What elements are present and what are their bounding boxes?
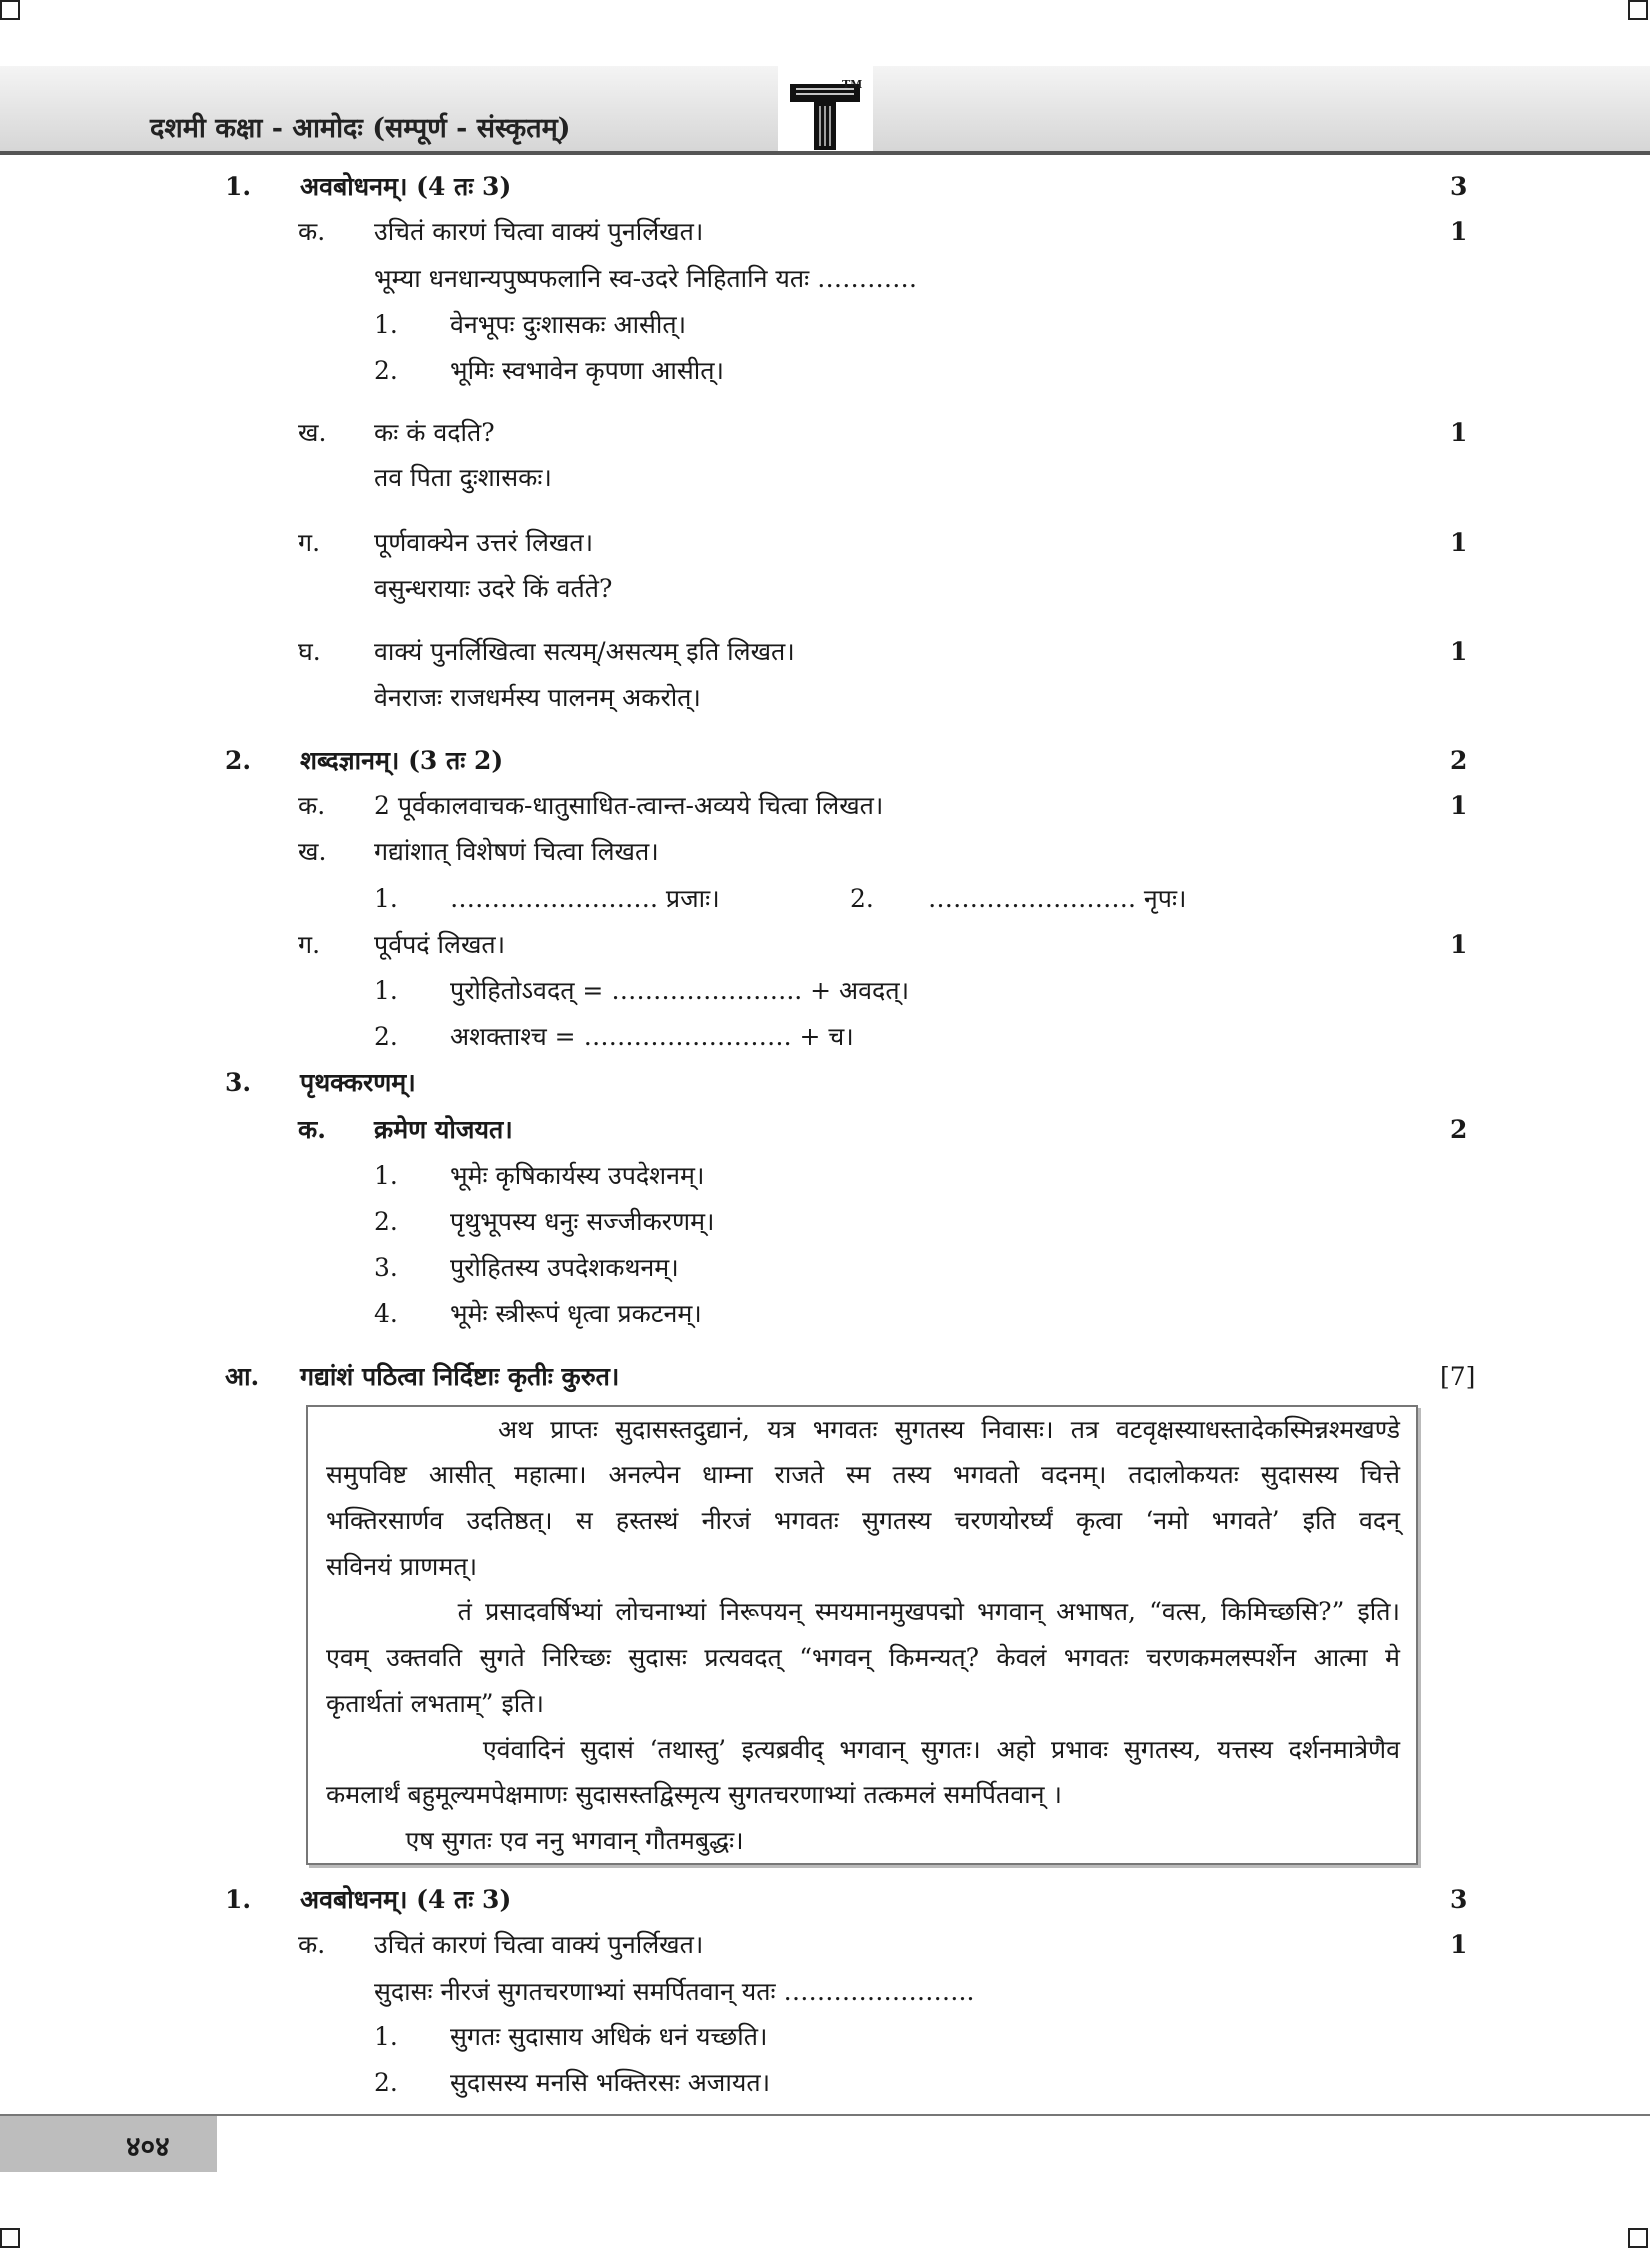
text-line: क. — [298, 1115, 326, 1144]
text-line: गद्यांशं पठित्वा निर्दिष्टाः कृतीः कुरुत। — [300, 1362, 620, 1391]
marks-value: 2 — [1450, 1115, 1468, 1144]
text-line: भूम्या धनधान्यपुष्पफलानि स्व-उदरे निहितानि यतः ………… — [374, 264, 918, 293]
crop-mark-bottom-left — [0, 2228, 20, 2248]
text-line: गद्यांशात् विशेषणं चित्वा लिखत। — [374, 837, 659, 866]
text-line: 2. — [374, 1207, 398, 1236]
marks-value: 3 — [1450, 1885, 1468, 1914]
text-line: अशक्ताश्च = ……………………. + च। — [450, 1022, 854, 1051]
text-line: सुगतः सुदासाय अधिकं धनं यच्छति। — [450, 2022, 768, 2051]
text-line: क. — [298, 1930, 326, 1959]
trademark-label: TM — [842, 78, 863, 91]
text-line: पूर्णवाक्येन उत्तरं लिखत। — [374, 528, 594, 557]
passage-line: कमलार्थं बहुमूल्यमपेक्षमाणः सुदासस्तद्विस्मृत्य सुगतचरणाभ्यां तत्कमलं समर्पितवान् । — [326, 1780, 1062, 1809]
crop-mark-top-right — [1628, 0, 1648, 20]
text-line: 2. — [225, 746, 252, 775]
text-line: तव पिता दुःशासकः। — [374, 463, 552, 492]
text-line: 3. — [225, 1068, 252, 1097]
text-line: सुदासस्य मनसि भक्तिरसः अजायत। — [450, 2068, 771, 2097]
passage-line: एवम् उक्तवति सुगते निरिच्छः सुदासः प्रत्यवदत् “भगवन् किमन्यत्? केवलं भगवतः चरणकमलस्पर्शेन आत्मा मे — [326, 1643, 1400, 1672]
text-line: उचितं कारणं चित्वा वाक्यं पुनर्लिखत। — [374, 1930, 704, 1959]
footer-rule — [0, 2114, 1650, 2116]
text-line: भूमेः स्त्रीरूपं धृत्वा प्रकटनम्। — [450, 1299, 702, 1328]
text-line: ग. — [298, 930, 321, 959]
marks-value: 1 — [1450, 418, 1468, 447]
crop-mark-top-left — [0, 0, 20, 20]
text-line: भूमिः स्वभावेन कृपणा आसीत्। — [450, 356, 724, 385]
text-line: वाक्यं पुनर्लिखित्वा सत्यम्/असत्यम् इति लिखत। — [374, 637, 795, 666]
text-line: 1. — [374, 884, 398, 913]
text-line: ख. — [298, 418, 327, 447]
text-line: आ. — [225, 1362, 260, 1391]
text-line: शब्दज्ञानम्। (3 तः 2) — [300, 746, 504, 775]
text-line: पृथुभूपस्य धनुः सज्जीकरणम्। — [450, 1207, 715, 1236]
text-line: वेनराजः राजधर्मस्य पालनम् अकरोत्। — [374, 683, 701, 712]
text-line: क्रमेण योजयत। — [374, 1115, 513, 1144]
text-line: उचितं कारणं चित्वा वाक्यं पुनर्लिखत। — [374, 217, 704, 246]
marks-value: 1 — [1450, 791, 1468, 820]
text-line: घ. — [298, 637, 321, 666]
marks-value: 1 — [1450, 930, 1468, 959]
text-line: वसुन्धरायाः उदरे किं वर्तते? — [374, 574, 613, 603]
passage-line: सविनयं प्राणमत्। — [326, 1552, 478, 1581]
text-line: वेनभूपः दुःशासकः आसीत्। — [450, 310, 687, 339]
text-line: 2. — [374, 1022, 398, 1051]
text-line: ……………………. प्रजाः। — [450, 884, 720, 913]
text-line: 1. — [225, 1885, 252, 1914]
text-line: 1. — [374, 310, 398, 339]
text-line: अवबोधनम्। (4 तः 3) — [300, 172, 512, 201]
marks-value: 2 — [1450, 746, 1468, 775]
text-line: सुदासः नीरजं सुगतचरणाभ्यां समर्पितवान् यतः ………………….. — [374, 1977, 975, 2006]
text-line: 1. — [374, 1161, 398, 1190]
text-line: 2 पूर्वकालवाचक-धातुसाधित-त्वान्त-अव्यये चित्वा लिखत। — [374, 791, 884, 820]
passage-line: एवंवादिनं सुदासं ‘तथास्तु’ इत्यब्रवीद् भगवान् सुगतः। अहो प्रभावः सुगतस्य, यत्तस्य दर्शनमात्रेणैव — [326, 1735, 1400, 1764]
passage-line: एष सुगतः एव ननु भगवान् गौतमबुद्धः। — [326, 1826, 744, 1855]
text-line: 2. — [374, 356, 398, 385]
text-line: अवबोधनम्। (4 तः 3) — [300, 1885, 512, 1914]
marks-value: [7] — [1440, 1362, 1476, 1391]
text-line: 1. — [374, 976, 398, 1005]
text-line: 4. — [374, 1299, 398, 1328]
text-line: 1. — [374, 2022, 398, 2051]
passage-line: समुपविष्ट आसीत् महात्मा। अनल्पेन धाम्ना राजते स्म तस्य भगवतो वदनम्। तदालोकयतः सुदासस्य चित्ते — [326, 1460, 1400, 1489]
text-line: पृथक्करणम्। — [300, 1068, 416, 1097]
footer-page-tab — [0, 2116, 217, 2172]
text-line: ख. — [298, 837, 327, 866]
marks-value: 1 — [1450, 1930, 1468, 1959]
text-line: क. — [298, 217, 326, 246]
marks-value: 1 — [1450, 217, 1468, 246]
passage-line: अथ प्राप्तः सुदासस्तदुद्यानं, यत्र भगवतः सुगतस्य निवासः। तत्र वटवृक्षस्याधस्तादेकस्मिन्नश्मखण्डे — [326, 1415, 1400, 1444]
text-line: भूमेः कृषिकार्यस्य उपदेशनम्। — [450, 1161, 705, 1190]
text-line: पुरोहितस्य उपदेशकथनम्। — [450, 1253, 679, 1282]
text-line: ग. — [298, 528, 321, 557]
header-band-right — [873, 66, 1650, 151]
passage-line: तं प्रसादवर्षिभ्यां लोचनाभ्यां निरूपयन् स्मयमानमुखपद्मो भगवान् अभाषत, “वत्स, किमिच्छसि?” इति। — [326, 1597, 1400, 1626]
text-line: कः कं वदति? — [374, 418, 495, 447]
text-line: 2. — [850, 884, 874, 913]
text-line: पुरोहितोऽवदत् = ………………….. + अवदत्। — [450, 976, 910, 1005]
marks-value: 3 — [1450, 172, 1468, 201]
page-number: ४०४ — [126, 2130, 170, 2163]
text-line: 1. — [225, 172, 252, 201]
page-header-title: दशमी कक्षा - आमोदः (सम्पूर्ण - संस्कृतम्) — [150, 113, 571, 144]
marks-value: 1 — [1450, 528, 1468, 557]
text-line: क. — [298, 791, 326, 820]
text-line: ……………………. नृपः। — [928, 884, 1187, 913]
text-line: पूर्वपदं लिखत। — [374, 930, 506, 959]
crop-mark-bottom-right — [1628, 2228, 1648, 2248]
text-line: 3. — [374, 1253, 398, 1282]
text-line: 2. — [374, 2068, 398, 2097]
passage-line: भक्तिरसार्णव उदतिष्ठत्। स हस्तस्थं नीरजं भगवतः सुगतस्य चरणयोरर्घ्यं कृत्वा ‘नमो भगवते’ इति वदन् — [326, 1506, 1400, 1535]
marks-value: 1 — [1450, 637, 1468, 666]
passage-line: कृतार्थतां लभताम्” इति। — [326, 1689, 544, 1718]
